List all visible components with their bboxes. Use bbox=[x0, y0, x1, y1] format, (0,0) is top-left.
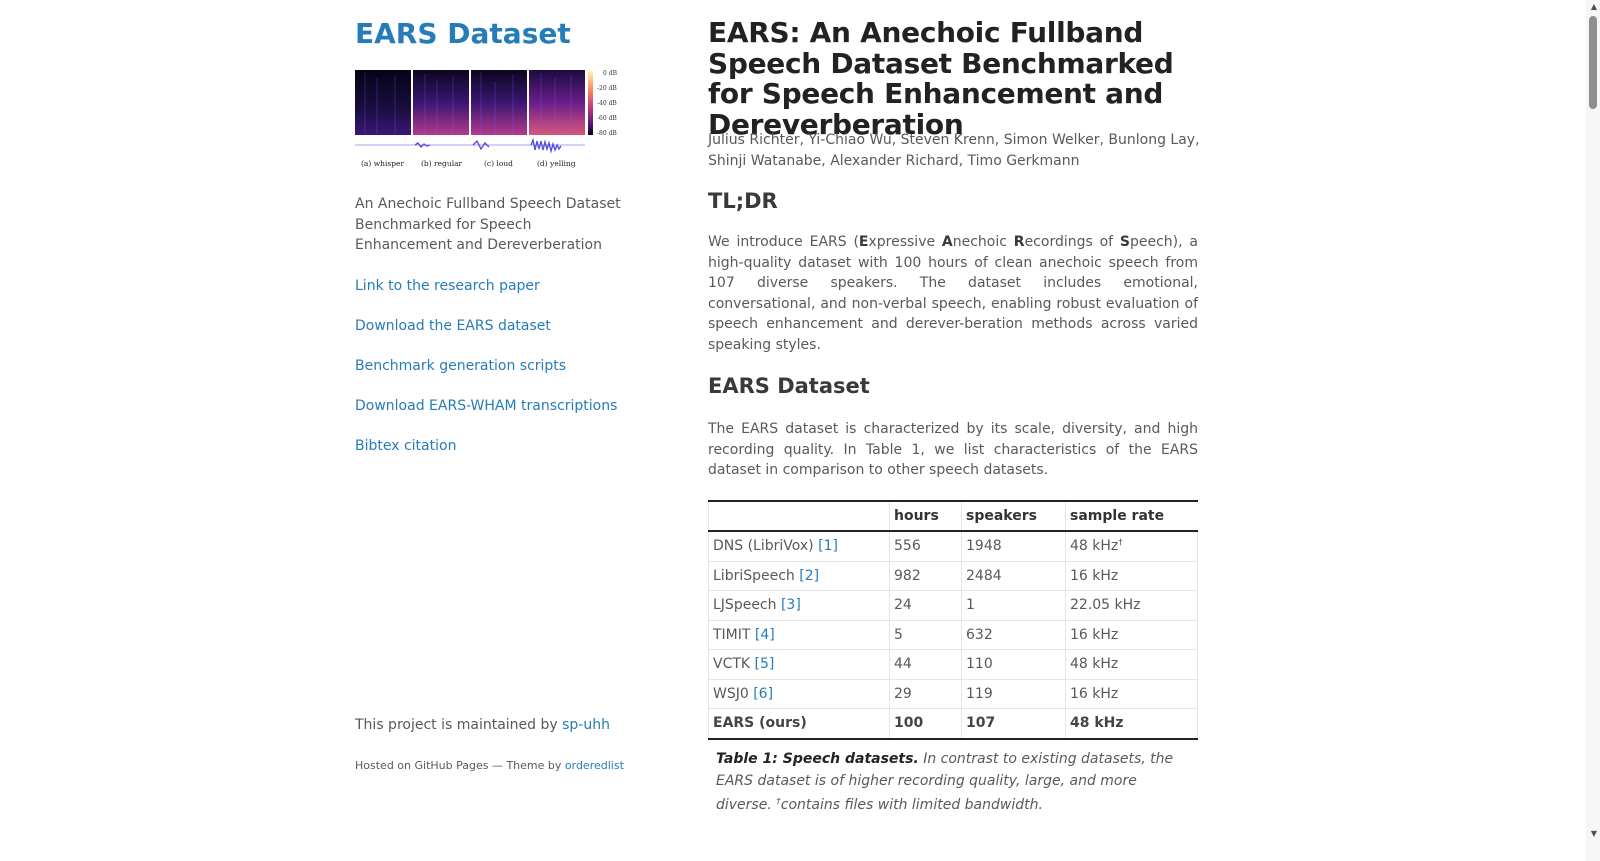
dataset-name: WSJ0 bbox=[713, 685, 754, 702]
reference-link[interactable]: [4] bbox=[754, 626, 775, 643]
acronym-letter: S bbox=[1119, 234, 1130, 250]
table-caption bbox=[716, 749, 1188, 817]
colorbar-label: -20 dB bbox=[597, 85, 617, 92]
table-cell: 1 bbox=[962, 591, 1066, 621]
table-cell: 44 bbox=[890, 650, 962, 680]
table-row bbox=[709, 679, 1198, 709]
table-header-row bbox=[709, 501, 1198, 531]
table-cell: 1948 bbox=[962, 531, 1066, 561]
site-title[interactable]: EARS Dataset bbox=[355, 17, 571, 50]
table-cell: 16 kHz bbox=[1066, 620, 1198, 650]
table-cell: 556 bbox=[890, 531, 962, 561]
reference-link[interactable]: [6] bbox=[753, 685, 774, 702]
colorbar-label: -80 dB bbox=[597, 130, 617, 137]
waveform bbox=[415, 140, 561, 151]
wham-transcriptions-link[interactable]: Download EARS-WHAM transcriptions bbox=[355, 398, 618, 414]
tldr-text-part: peech), a high-quality dataset with 100 hours of clean anechoic speech from 107 diverse speakers. The dataset includes emotional, conversational, and non-verbal speech, enabling robust evaluation of speech enhancement and derever-beration methods across varied speaking styles. bbox=[708, 234, 1198, 353]
table-cell: 982 bbox=[890, 561, 962, 591]
reference-link[interactable]: [2] bbox=[799, 567, 820, 584]
table-header: hours bbox=[890, 501, 962, 531]
panel-label: (d) yelling bbox=[537, 159, 576, 168]
panel-label: (a) whisper bbox=[361, 159, 405, 168]
hosted-note bbox=[355, 758, 624, 774]
table-row bbox=[709, 650, 1198, 680]
sidebar bbox=[355, 0, 630, 861]
table-cell: 16 kHz bbox=[1066, 561, 1198, 591]
page-title: EARS: An Anechoic Fullband Speech Dataset Benchmarked for Speech Enhancement and Dereverberation bbox=[708, 16, 1174, 141]
paper-link[interactable]: Link to the research paper bbox=[355, 278, 540, 294]
table-cell: 119 bbox=[962, 679, 1066, 709]
table-cell: 16 kHz bbox=[1066, 679, 1198, 709]
tldr-text-part: xpressive bbox=[868, 234, 942, 250]
main-content bbox=[708, 0, 1198, 861]
benchmark-scripts-link[interactable]: Benchmark generation scripts bbox=[355, 358, 567, 374]
panel-label: (c) loud bbox=[484, 159, 513, 168]
reference-link[interactable]: [5] bbox=[754, 656, 775, 673]
scroll-down-arrow-icon[interactable]: ▼ bbox=[1590, 829, 1597, 838]
download-dataset-link[interactable]: Download the EARS dataset bbox=[355, 318, 551, 334]
hosted-prefix: Hosted on GitHub Pages — Theme by bbox=[355, 759, 565, 772]
theme-link[interactable]: orderedlist bbox=[564, 759, 624, 772]
caption-text: In contrast to existing datasets, the EARS dataset is of higher recording quality, large, and more diverse. bbox=[716, 751, 1174, 813]
table-cell: 48 kHz bbox=[1066, 709, 1198, 739]
scroll-thumb[interactable] bbox=[1589, 16, 1597, 109]
scroll-up-arrow-icon[interactable]: ▲ bbox=[1590, 2, 1597, 11]
reference-link[interactable]: [1] bbox=[818, 538, 838, 555]
table-cell: 100 bbox=[890, 709, 962, 739]
table-cell bbox=[1066, 531, 1198, 561]
vertical-scrollbar[interactable] bbox=[1586, 0, 1600, 861]
table-cell bbox=[709, 620, 890, 650]
table-row bbox=[709, 531, 1198, 561]
table-cell: 24 bbox=[890, 591, 962, 621]
dataset-name: VCTK bbox=[713, 656, 755, 673]
table-row bbox=[709, 620, 1198, 650]
dagger-mark: † bbox=[776, 797, 781, 807]
table-cell: 110 bbox=[962, 650, 1066, 680]
datasets-table bbox=[708, 500, 1198, 740]
spectrogram-yelling bbox=[529, 70, 585, 135]
table-cell: 107 bbox=[962, 709, 1066, 739]
table-row bbox=[709, 561, 1198, 591]
caption-title: Table 1: Speech datasets. bbox=[716, 751, 919, 767]
table-header: speakers bbox=[962, 501, 1066, 531]
spectrogram-loud bbox=[471, 70, 527, 135]
caption-tail: contains files with limited bandwidth. bbox=[780, 797, 1043, 813]
table-cell bbox=[709, 561, 890, 591]
maintainer-link[interactable]: sp-uhh bbox=[562, 717, 610, 733]
panel-label: (b) regular bbox=[421, 159, 463, 168]
dataset-name: TIMIT bbox=[713, 626, 755, 643]
site-description: An Anechoic Fullband Speech Dataset Benchmarked for Speech Enhancement and Dereverberation bbox=[355, 196, 621, 253]
colorbar-label: -40 dB bbox=[597, 100, 617, 107]
table-cell bbox=[709, 650, 890, 680]
authors: Julius Richter, Yi-Chiao Wu, Steven Krenn, Simon Welker, Bunlong Lay, Shinji Watanabe, Alexander Richard, Timo Gerkmann bbox=[708, 132, 1200, 169]
spectrogram-whisper bbox=[355, 70, 411, 135]
site-title-link[interactable] bbox=[355, 17, 571, 51]
table-cell: 632 bbox=[962, 620, 1066, 650]
colorbar bbox=[588, 70, 593, 135]
dataset-name: LibriSpeech bbox=[713, 567, 800, 584]
tldr-text-part: ecordings of bbox=[1024, 234, 1120, 250]
table-cell: 22.05 kHz bbox=[1066, 591, 1198, 621]
reference-link[interactable]: [3] bbox=[780, 597, 801, 614]
table-cell bbox=[709, 531, 890, 561]
colorbar-label: 0 dB bbox=[603, 70, 617, 77]
tldr-text-part: We introduce EARS ( bbox=[708, 234, 859, 250]
table-header bbox=[709, 501, 890, 531]
tldr-text-part: nechoic bbox=[952, 234, 1014, 250]
bibtex-link[interactable]: Bibtex citation bbox=[355, 438, 457, 454]
maintained-by bbox=[355, 715, 610, 735]
maintained-prefix: This project is maintained by bbox=[355, 717, 563, 733]
spectrogram-figure bbox=[355, 68, 623, 172]
ears-dataset-paragraph: The EARS dataset is characterized by its scale, diversity, and high recording quality. In Table 1, we list characteristics of the EARS dataset in comparison to other speech datasets. bbox=[708, 421, 1198, 478]
tldr-heading: TL;DR bbox=[708, 189, 778, 213]
acronym-letter: R bbox=[1013, 234, 1025, 250]
table-header: sample rate bbox=[1066, 501, 1198, 531]
table-row-ears bbox=[709, 709, 1198, 739]
table-cell: 29 bbox=[890, 679, 962, 709]
table-cell: 5 bbox=[890, 620, 962, 650]
colorbar-label: -60 dB bbox=[597, 115, 617, 122]
table-cell: 48 kHz bbox=[1066, 650, 1198, 680]
tldr-paragraph bbox=[708, 232, 1198, 355]
spectrogram-regular bbox=[413, 70, 469, 135]
table-cell: EARS (ours) bbox=[709, 709, 890, 739]
ears-dataset-heading: EARS Dataset bbox=[708, 374, 870, 398]
dagger-mark: † bbox=[1118, 538, 1123, 549]
table-cell: 2484 bbox=[962, 561, 1066, 591]
dataset-name: LJSpeech bbox=[713, 597, 781, 614]
sample-rate: 48 kHz bbox=[1070, 538, 1119, 555]
table-row bbox=[709, 591, 1198, 621]
table-cell bbox=[709, 591, 890, 621]
table-cell bbox=[709, 679, 890, 709]
acronym-letter: A bbox=[941, 234, 953, 250]
acronym-letter: E bbox=[858, 234, 869, 250]
dataset-name: DNS (LibriVox) bbox=[713, 538, 819, 555]
